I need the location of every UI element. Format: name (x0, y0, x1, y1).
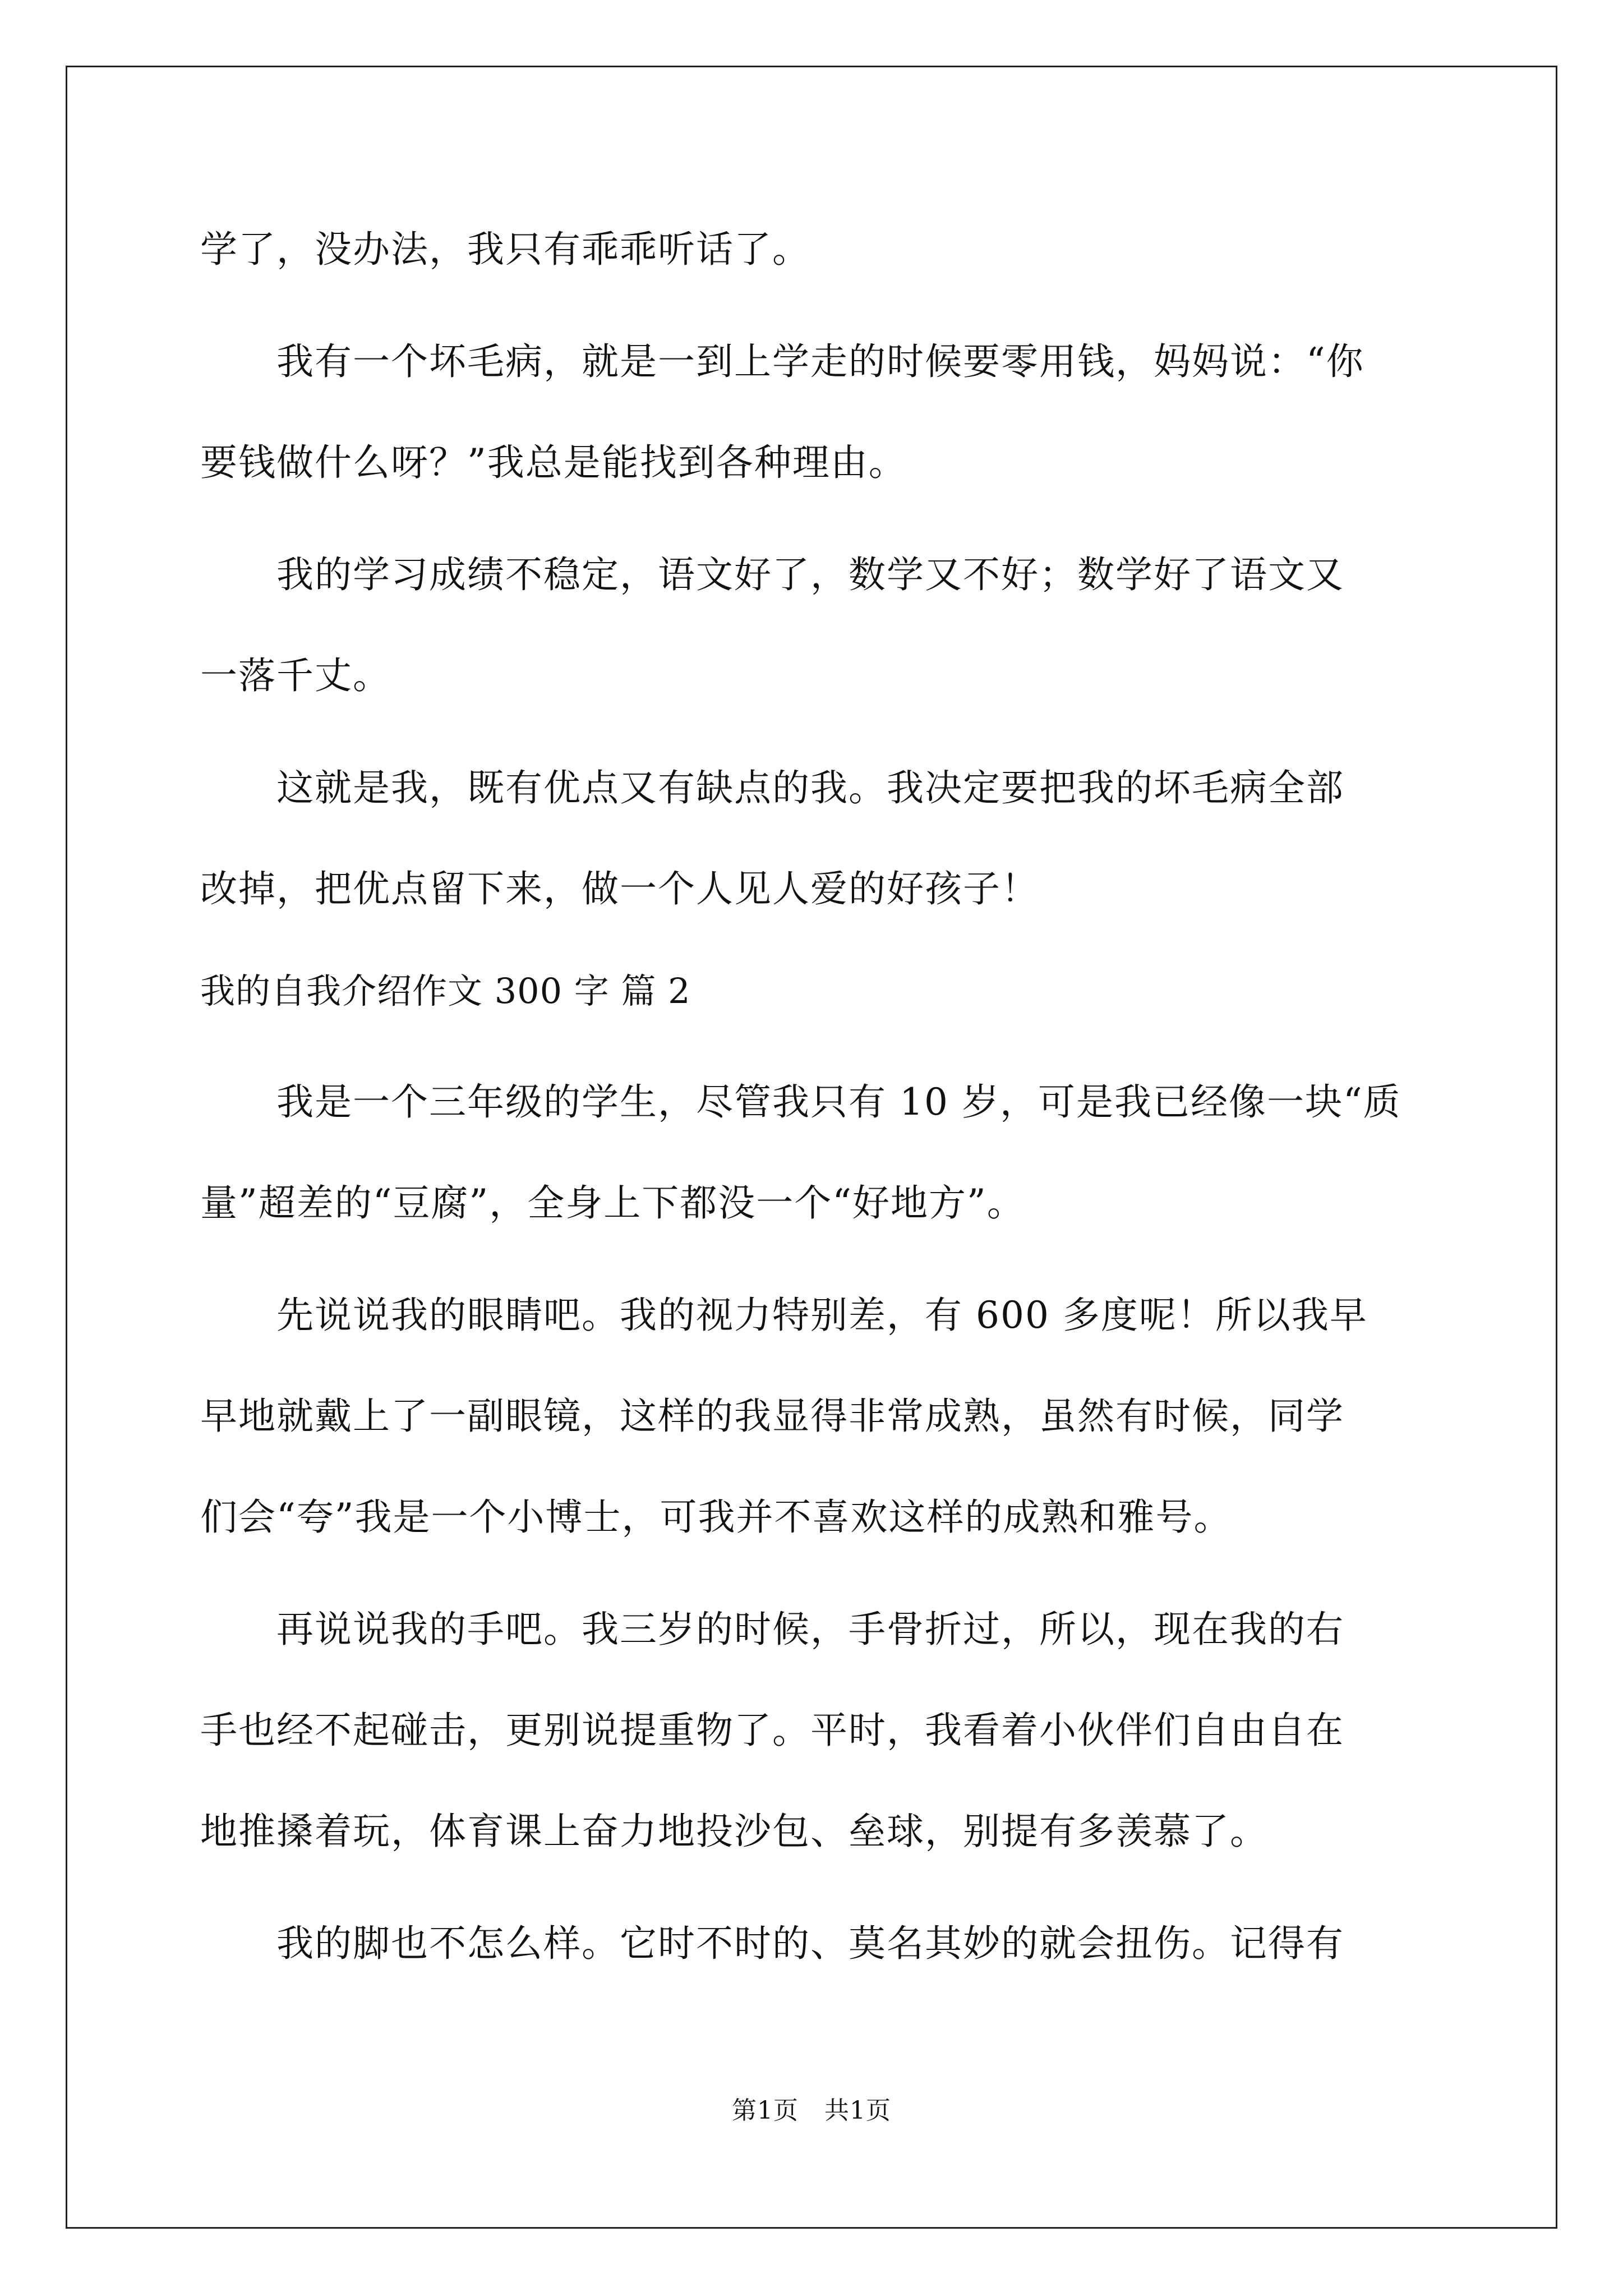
page-number: 第1页 (732, 2096, 799, 2125)
text-line: 地推搡着玩，体育课上奋力地投沙包、垒球，别提有多羡慕了。 (200, 1810, 1268, 1853)
text-line: 要钱做什么呀？”我总是能找到各种理由。 (200, 441, 907, 484)
page-total: 共1页 (824, 2096, 891, 2125)
text-line: 我的学习成绩不稳定，语文好了，数学又不好；数学好了语文又 (200, 553, 1344, 596)
text-line: 改掉，把优点留下来，做一个人见人爱的好孩子！ (200, 867, 1039, 910)
text-line: 手也经不起碰击，更别说提重物了。平时，我看着小伙伴们自由自在 (200, 1709, 1344, 1752)
page-border (66, 66, 1557, 2229)
section-heading: 我的自我介绍作文 300 字 篇 2 (200, 970, 691, 1011)
text-line: 这就是我，既有优点又有缺点的我。我决定要把我的坏毛病全部 (200, 766, 1344, 809)
text-line: 早地就戴上了一副眼镜，这样的我显得非常成熟，虽然有时候，同学 (200, 1395, 1344, 1438)
text-line: 我是一个三年级的学生，尽管我只有 10 岁，可是我已经像一块“质 (200, 1080, 1401, 1124)
page-footer (0, 2095, 1623, 2127)
text-line: 一落千丈。 (200, 654, 391, 697)
text-line: 先说说我的眼睛吧。我的视力特别差，有 600 多度呢！所以我早 (200, 1294, 1368, 1337)
text-line: 学了，没办法，我只有乖乖听话了。 (200, 228, 810, 271)
text-line: 们会“夸”我是一个小博士，可我并不喜欢这样的成熟和雅号。 (200, 1496, 1232, 1539)
text-line: 我有一个坏毛病，就是一到上学走的时候要零用钱，妈妈说：“你 (200, 340, 1364, 383)
text-line: 量”超差的“豆腐”，全身上下都没一个“好地方”。 (200, 1181, 1025, 1225)
text-line: 我的脚也不怎么样。它时不时的、莫名其妙的就会扭伤。记得有 (200, 1922, 1344, 1965)
text-line: 再说说我的手吧。我三岁的时候，手骨折过，所以，现在我的右 (200, 1608, 1344, 1651)
